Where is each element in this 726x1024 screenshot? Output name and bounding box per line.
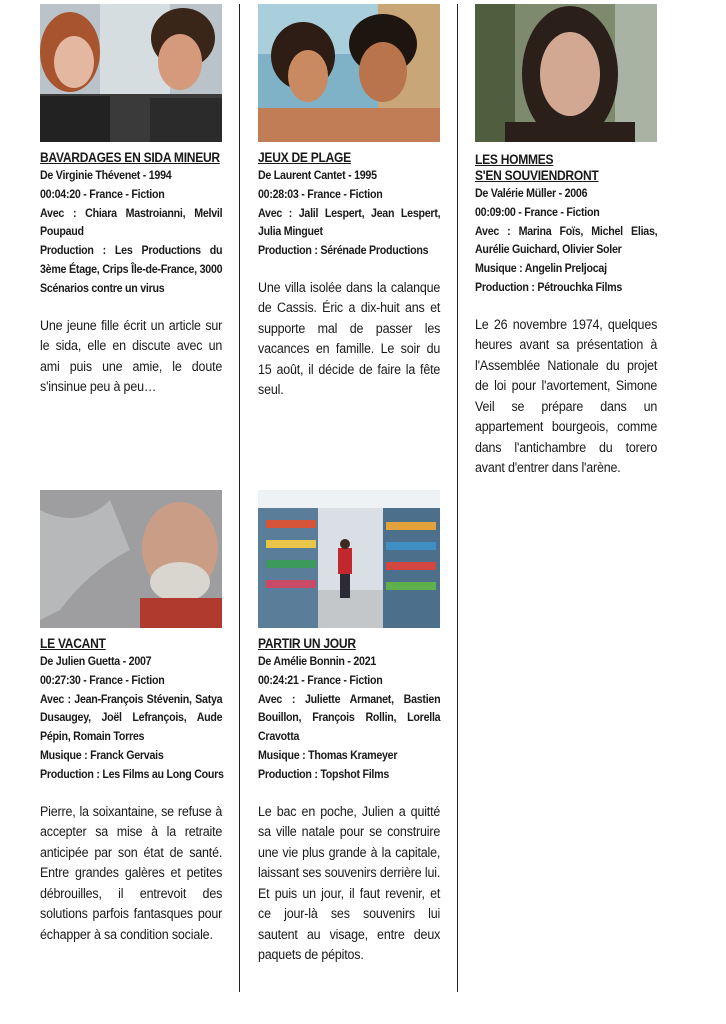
column-divider-1 [239, 4, 240, 992]
column-divider-2 [457, 4, 458, 992]
film-synopsis: Pierre, la soixantaine, se refuse à accepter sa mise à la retraite anticipée par son état de santé. Entre grandes galères et petites débrouilles, il entrevoit des solutions parfois fantasques pour échapper à sa condition sociale. [40, 803, 223, 943]
film-cast: Avec : Chiara Mastroianni, Melvil Poupaud [40, 205, 223, 239]
film-still-les-hommes [475, 4, 657, 142]
film-duration-info: 00:24:21 - France - Fiction [258, 672, 383, 687]
film-cast: Avec : Juliette Armanet, Bastien Bouillon, François Rollin, Lorella Cravotta [258, 691, 441, 744]
film-card-partir-un-jour [258, 490, 440, 966]
film-director-year: De Julien Guetta - 2007 [40, 654, 152, 668]
film-duration-info: 00:27:30 - France - Fiction [40, 672, 165, 687]
film-duration-info: 00:04:20 - France - Fiction [40, 186, 165, 201]
film-still-partir-un-jour [258, 490, 440, 628]
film-title: PARTIR UN JOUR [258, 636, 356, 651]
film-synopsis: Une villa isolée dans la calanque de Cassis. Éric a dix-huit ans et supporte mal de passer les vacances en famille. Le soir du 15 août, il décide de faire la fête seul. [258, 279, 441, 399]
film-production: Production : Les Productions du 3ème Étage, Crips Île-de-France, 3000 Scénarios contre un virus [40, 243, 223, 295]
film-cast: Avec : Jalil Lespert, Jean Lespert, Julia Minguet [258, 205, 441, 239]
film-director-year: De Amélie Bonnin - 2021 [258, 654, 377, 668]
film-duration-info: 00:09:00 - France - Fiction [475, 204, 600, 219]
film-director-year: De Laurent Cantet - 1995 [258, 168, 377, 182]
film-director-year: De Virginie Thévenet - 1994 [40, 168, 172, 182]
film-still-le-vacant [40, 490, 222, 628]
film-cast: Avec : Marina Foïs, Michel Elias, Aurélie Guichard, Olivier Soler [475, 223, 658, 257]
film-production: Production : Topshot Films [258, 766, 390, 781]
film-director-year: De Valérie Müller - 2006 [475, 186, 588, 200]
film-music: Musique : Angelin Preljocaj [475, 261, 607, 276]
film-music: Musique : Franck Gervais [40, 747, 164, 762]
film-title: BAVARDAGES EN SIDA MINEUR [40, 150, 220, 165]
film-still-jeux-de-plage [258, 4, 440, 142]
film-title [475, 152, 639, 184]
film-card-bavardages [40, 4, 222, 398]
film-title: LE VACANT [40, 636, 106, 651]
film-card-jeux-de-plage [258, 4, 440, 401]
film-production: Production : Les Films au Long Cours [40, 766, 224, 781]
film-synopsis: Le bac en poche, Julien a quitté sa ville natale pour se construire une vie plus grande à la capitale, laissant ses souvenirs derrière lui. Et puis un jour, il faut revenir, et ce jour-là ses souvenirs lui sautent au visage, entre deux paquets de pépitos. [258, 803, 441, 964]
film-title-line-2: S'EN SOUVIENDRONT [475, 168, 599, 183]
film-title: JEUX DE PLAGE [258, 150, 351, 165]
film-card-le-vacant [40, 490, 222, 945]
film-synopsis: Une jeune fille écrit un article sur le sida, elle en discute avec un ami puis une amie, le doute s'insinue peu à peu… [40, 317, 223, 396]
film-still-bavardages [40, 4, 222, 142]
film-card-les-hommes [475, 4, 657, 479]
film-production: Production : Sérénade Productions [258, 243, 429, 258]
film-music: Musique : Thomas Krameyer [258, 747, 398, 762]
film-title-line-1: LES HOMMES [475, 152, 554, 167]
film-synopsis: Le 26 novembre 1974, quelques heures avant sa présentation à l'Assemblée Nationale du projet de loi pour l'avortement, Simone Veil se prépare dans un appartement bourgeois, comme dans l'antichambre du torero avant d'entrer dans l'arène. [475, 316, 658, 477]
film-duration-info: 00:28:03 - France - Fiction [258, 186, 383, 201]
film-production: Production : Pétrouchka Films [475, 279, 623, 294]
film-cast: Avec : Jean-François Stévenin, Satya Dusaugey, Joël Lefrançois, Aude Pépin, Romain Torres [40, 691, 223, 744]
